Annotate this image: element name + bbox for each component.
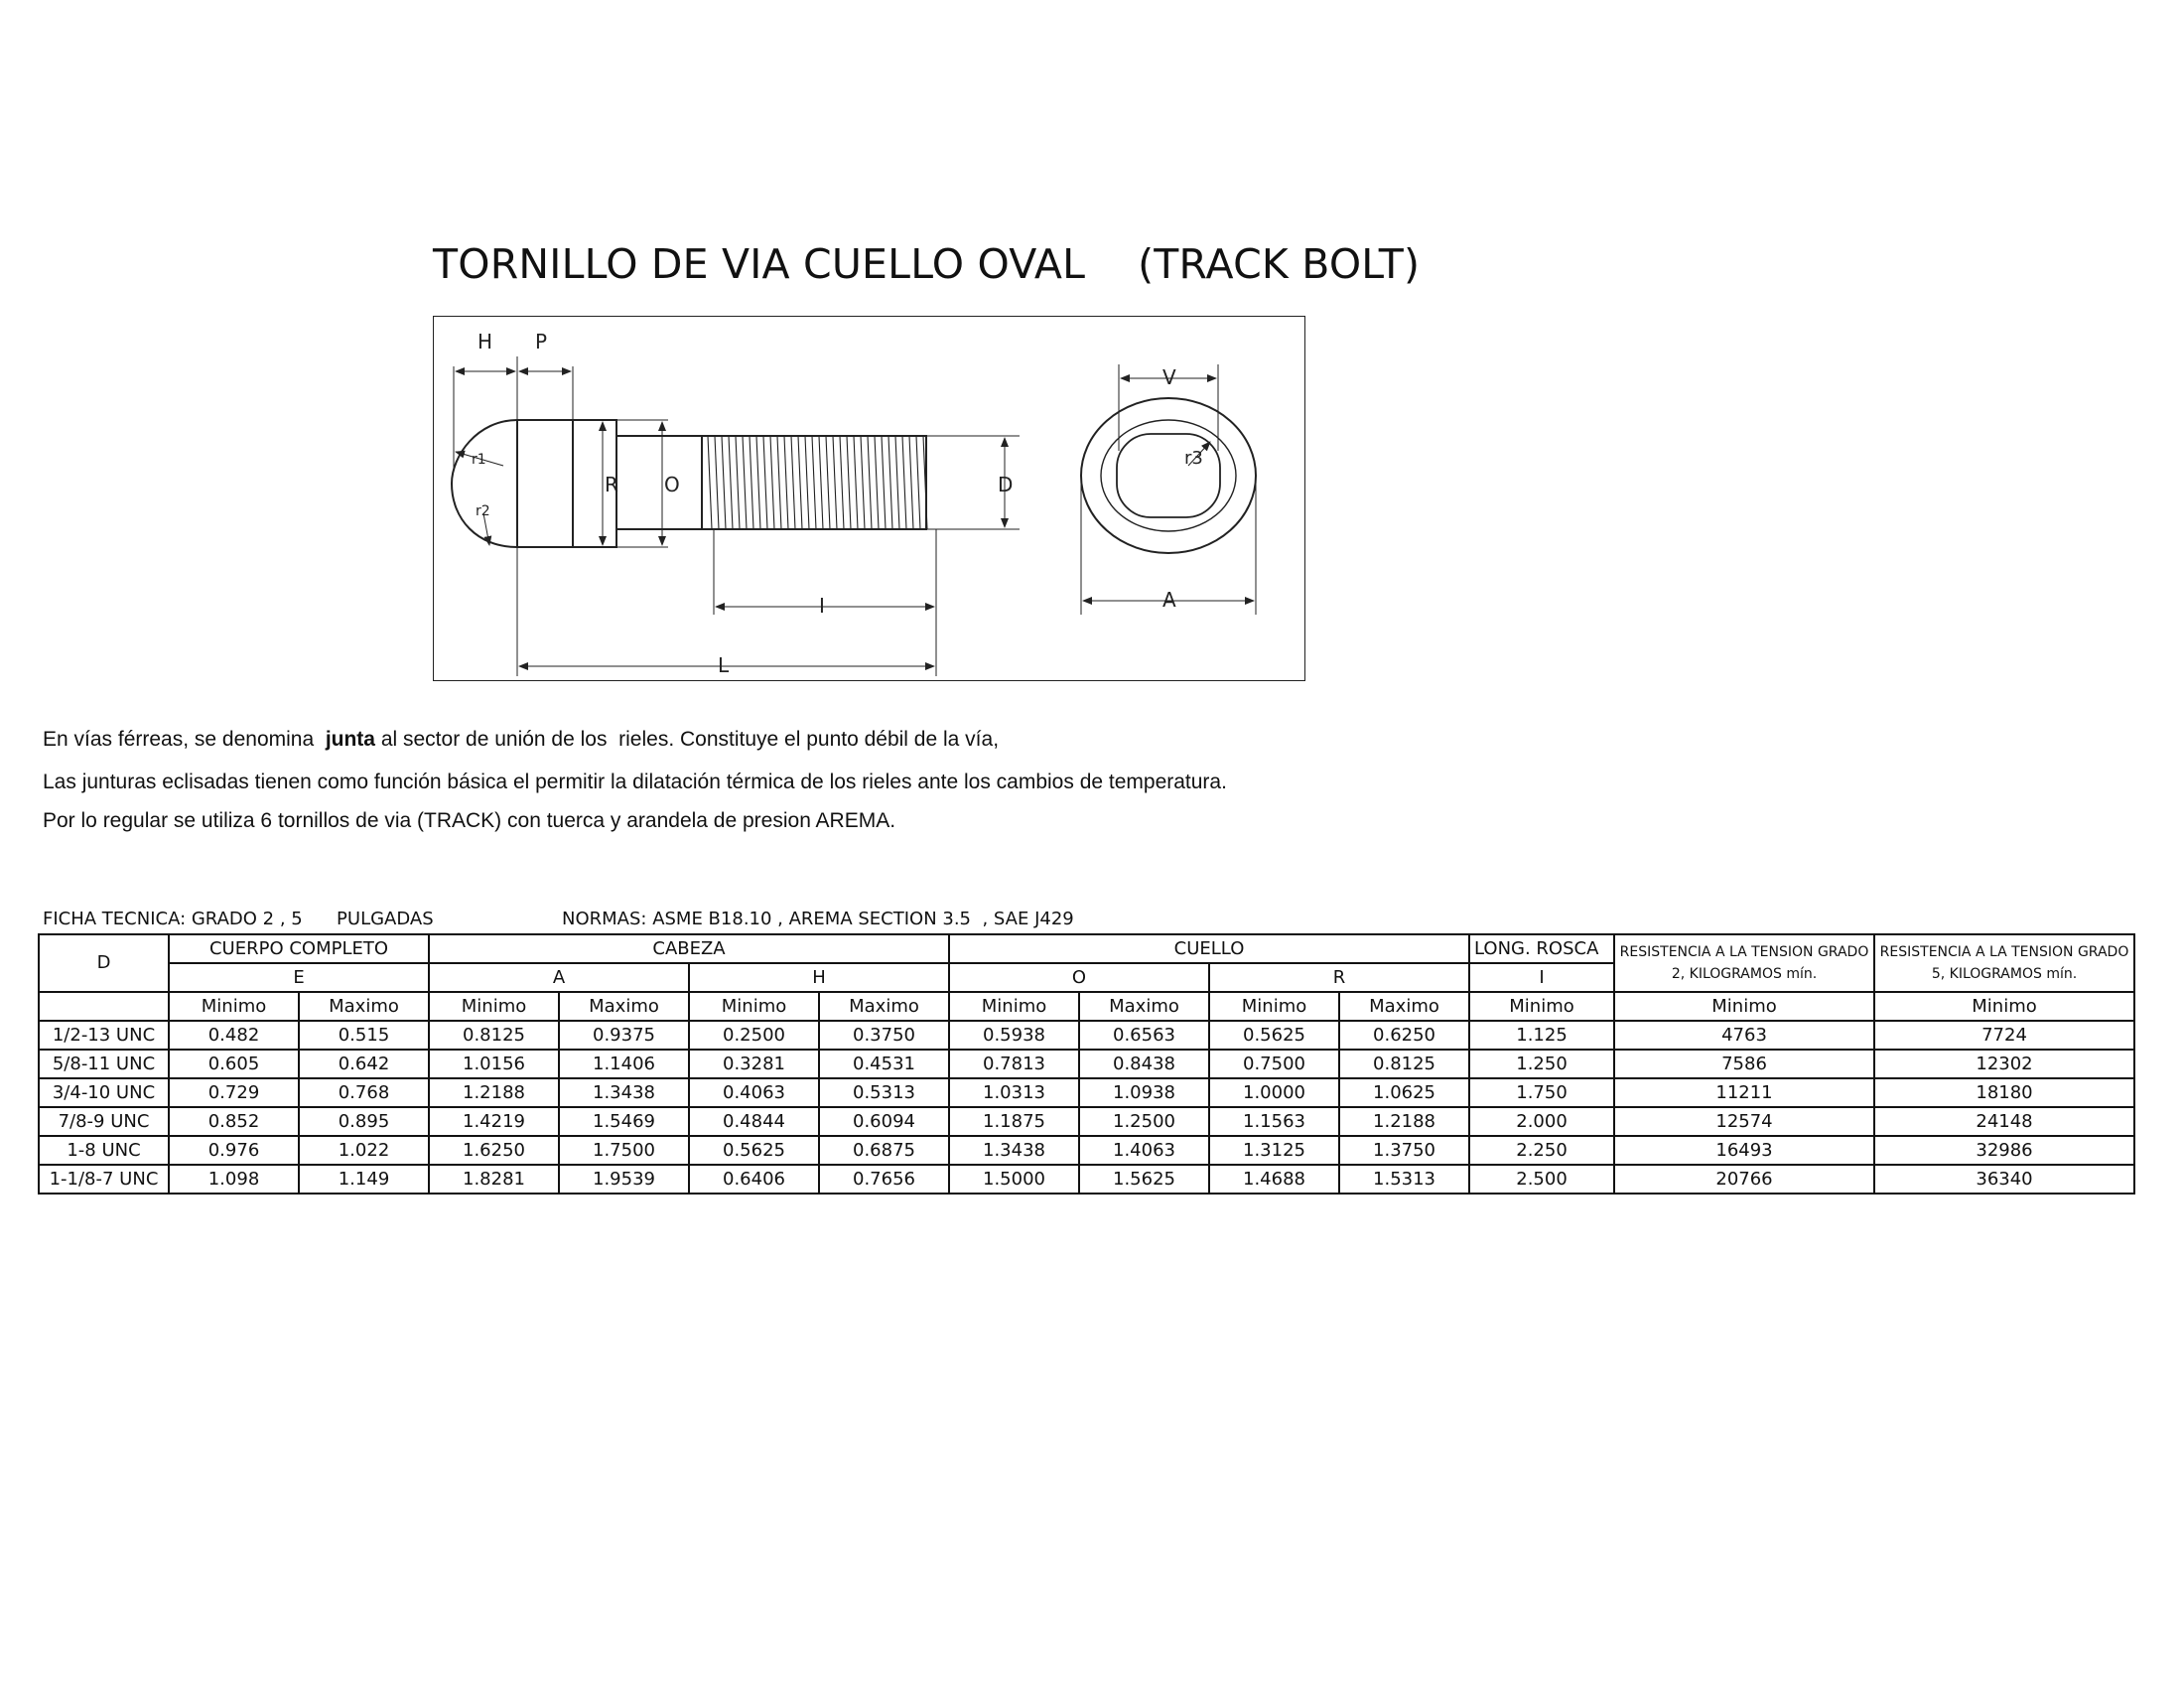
thread-line [826,436,830,529]
cell: 1.5469 [559,1107,689,1136]
thread-line [784,436,788,529]
cell-size: 1/2-13 UNC [39,1021,169,1050]
thread-line [916,436,920,529]
cell: 1.9539 [559,1165,689,1194]
header-resistencia-g2: RESISTENCIA A LA TENSION GRADO 2, KILOGRAMOS mín. [1614,934,1874,992]
cell: 0.768 [299,1078,429,1107]
thread-line [763,436,767,529]
cell-size: 1-8 UNC [39,1136,169,1165]
cell: 0.6250 [1339,1021,1469,1050]
cell: 12574 [1614,1107,1874,1136]
cell: 0.6094 [819,1107,949,1136]
table-row [39,1078,2134,1107]
thread-line [888,436,892,529]
thread-line [798,436,802,529]
sub-h: H [689,963,949,992]
cell: 11211 [1614,1078,1874,1107]
label-d: D [998,473,1014,496]
cell-size: 1-1/8-7 UNC [39,1165,169,1194]
thread-line [791,436,795,529]
cell: 1.4219 [429,1107,559,1136]
header-row-1 [39,934,2134,963]
cell: 7724 [1874,1021,2134,1050]
cell: 12302 [1874,1050,2134,1078]
max-label: Maximo [819,992,949,1021]
min-label: Minimo [429,992,559,1021]
cell: 0.7813 [949,1050,1079,1078]
cell: 1.4063 [1079,1136,1209,1165]
cell: 1.1406 [559,1050,689,1078]
thread-line [777,436,781,529]
cell: 1.5000 [949,1165,1079,1194]
label-r: R [605,473,618,496]
min-label: Minimo [1469,992,1614,1021]
cell: 1.6250 [429,1136,559,1165]
max-label: Maximo [1079,992,1209,1021]
cell: 1.098 [169,1165,299,1194]
cell: 1.4688 [1209,1165,1339,1194]
cell: 16493 [1614,1136,1874,1165]
cell: 1.0625 [1339,1078,1469,1107]
label-r3: r3 [1184,448,1203,469]
intro-paragraph-3: Por lo regular se utiliza 6 tornillos de via (TRACK) con tuerca y arandela de presion AREMA. [43,809,896,832]
cell: 0.4844 [689,1107,819,1136]
cell: 1.8281 [429,1165,559,1194]
max-label: Maximo [559,992,689,1021]
intro-paragraph-2: Las junturas eclisadas tienen como función básica el permitir la dilatación térmica de los rieles ante los cambios de temperatura. [43,771,1227,793]
blank-cell [39,992,169,1021]
cell: 1.250 [1469,1050,1614,1078]
cell: 0.8125 [1339,1050,1469,1078]
spec-table [38,933,2135,1195]
thread-line [854,436,858,529]
p1-text-b: al sector de unión de los rieles. Constituye el punto débil de la vía, [374,728,1000,751]
cell: 1.0313 [949,1078,1079,1107]
thread-line [909,436,913,529]
cell: 0.6875 [819,1136,949,1165]
thread-line [729,436,733,529]
cell: 0.8125 [429,1021,559,1050]
sub-r: R [1209,963,1469,992]
cell: 0.895 [299,1107,429,1136]
max-label: Maximo [299,992,429,1021]
table-row [39,1165,2134,1194]
cell: 7586 [1614,1050,1874,1078]
cell: 1.022 [299,1136,429,1165]
thread-line [875,436,879,529]
label-l: L [718,653,730,677]
thread-line [882,436,886,529]
cell: 1.0938 [1079,1078,1209,1107]
page-title: TORNILLO DE VIA CUELLO OVAL (TRACK BOLT) [433,240,1421,288]
cell: 0.5938 [949,1021,1079,1050]
cell: 1.3125 [1209,1136,1339,1165]
thread-line [770,436,774,529]
cell: 0.642 [299,1050,429,1078]
thread-line [715,436,719,529]
thread-line [722,436,726,529]
sub-a: A [429,963,689,992]
cell: 0.852 [169,1107,299,1136]
header-cuello: CUELLO [949,934,1469,963]
cell: 0.976 [169,1136,299,1165]
cell: 1.2188 [1339,1107,1469,1136]
cell-size: 7/8-9 UNC [39,1107,169,1136]
cell: 2.500 [1469,1165,1614,1194]
min-label: Minimo [1209,992,1339,1021]
cell: 1.7500 [559,1136,689,1165]
cell: 1.2500 [1079,1107,1209,1136]
header-row-3 [39,992,2134,1021]
label-i: I [819,594,825,618]
table-row [39,1136,2134,1165]
cell: 1.3750 [1339,1136,1469,1165]
ficha-tecnica-label: FICHA TECNICA: GRADO 2 , 5 PULGADAS [43,909,434,929]
cell: 36340 [1874,1165,2134,1194]
header-long-rosca: LONG. ROSCA [1469,934,1614,963]
cell: 1.750 [1469,1078,1614,1107]
cell: 0.5313 [819,1078,949,1107]
min-label: Minimo [689,992,819,1021]
header-cuerpo: CUERPO COMPLETO [169,934,429,963]
cell: 0.4063 [689,1078,819,1107]
intro-paragraph-1 [43,728,999,752]
cell: 1.0000 [1209,1078,1339,1107]
thread-line [840,436,844,529]
cell: 20766 [1614,1165,1874,1194]
cell: 0.6563 [1079,1021,1209,1050]
min-label: Minimo [169,992,299,1021]
thread-line [812,436,816,529]
thread-line [743,436,747,529]
table-row [39,1021,2134,1050]
sub-i: I [1469,963,1614,992]
cell: 0.729 [169,1078,299,1107]
thread-line [750,436,753,529]
cell: 1.2188 [429,1078,559,1107]
cell-size: 5/8-11 UNC [39,1050,169,1078]
track-bolt-drawing [433,316,1305,681]
cell: 0.482 [169,1021,299,1050]
thread-line [895,436,899,529]
normas-label: NORMAS: ASME B18.10 , AREMA SECTION 3.5 , SAE J429 [562,909,1074,929]
label-v: V [1162,365,1176,389]
p1-bold-junta: junta [325,728,375,751]
sub-o: O [949,963,1209,992]
sub-e: E [169,963,429,992]
thread-line [708,436,712,529]
header-resistencia-g5: RESISTENCIA A LA TENSION GRADO 5, KILOGRAMOS mín. [1874,934,2134,992]
thread-line [902,436,906,529]
cell: 1.5625 [1079,1165,1209,1194]
cell: 0.3750 [819,1021,949,1050]
cell: 0.2500 [689,1021,819,1050]
cell: 1.1875 [949,1107,1079,1136]
thread-line [833,436,837,529]
label-a: A [1162,588,1176,612]
cell: 2.250 [1469,1136,1614,1165]
cell: 0.3281 [689,1050,819,1078]
thread-line [819,436,823,529]
cell: 1.125 [1469,1021,1614,1050]
cell: 0.6406 [689,1165,819,1194]
cell: 0.4531 [819,1050,949,1078]
cell: 1.5313 [1339,1165,1469,1194]
cell: 2.000 [1469,1107,1614,1136]
label-h: H [478,330,493,353]
p1-text-a: En vías férreas, se denomina [43,728,326,751]
cell: 0.5625 [1209,1021,1339,1050]
cell: 0.515 [299,1021,429,1050]
cell: 32986 [1874,1136,2134,1165]
table-row [39,1050,2134,1078]
label-p: P [535,330,548,353]
cell: 1.149 [299,1165,429,1194]
thread-line [861,436,865,529]
cell: 0.9375 [559,1021,689,1050]
label-o: O [664,473,680,496]
cell: 1.3438 [949,1136,1079,1165]
cell-size: 3/4-10 UNC [39,1078,169,1107]
label-r1: r1 [472,452,486,468]
cell: 0.8438 [1079,1050,1209,1078]
cell: 1.3438 [559,1078,689,1107]
cell: 0.7500 [1209,1050,1339,1078]
cell: 24148 [1874,1107,2134,1136]
min-label: Minimo [949,992,1079,1021]
thread-line [756,436,760,529]
cell: 0.605 [169,1050,299,1078]
header-cabeza: CABEZA [429,934,949,963]
cell: 0.5625 [689,1136,819,1165]
thread-line [847,436,851,529]
bolt-technical-drawing-svg [434,317,1306,682]
cell: 1.0156 [429,1050,559,1078]
header-d: D [39,934,169,992]
thread-line [805,436,809,529]
thread-line [736,436,740,529]
min-label: Minimo [1874,992,2134,1021]
cell: 4763 [1614,1021,1874,1050]
cell: 1.1563 [1209,1107,1339,1136]
label-r2: r2 [476,503,490,519]
max-label: Maximo [1339,992,1469,1021]
cell: 0.7656 [819,1165,949,1194]
thread-line [868,436,872,529]
table-row [39,1107,2134,1136]
cell: 18180 [1874,1078,2134,1107]
min-label: Minimo [1614,992,1874,1021]
